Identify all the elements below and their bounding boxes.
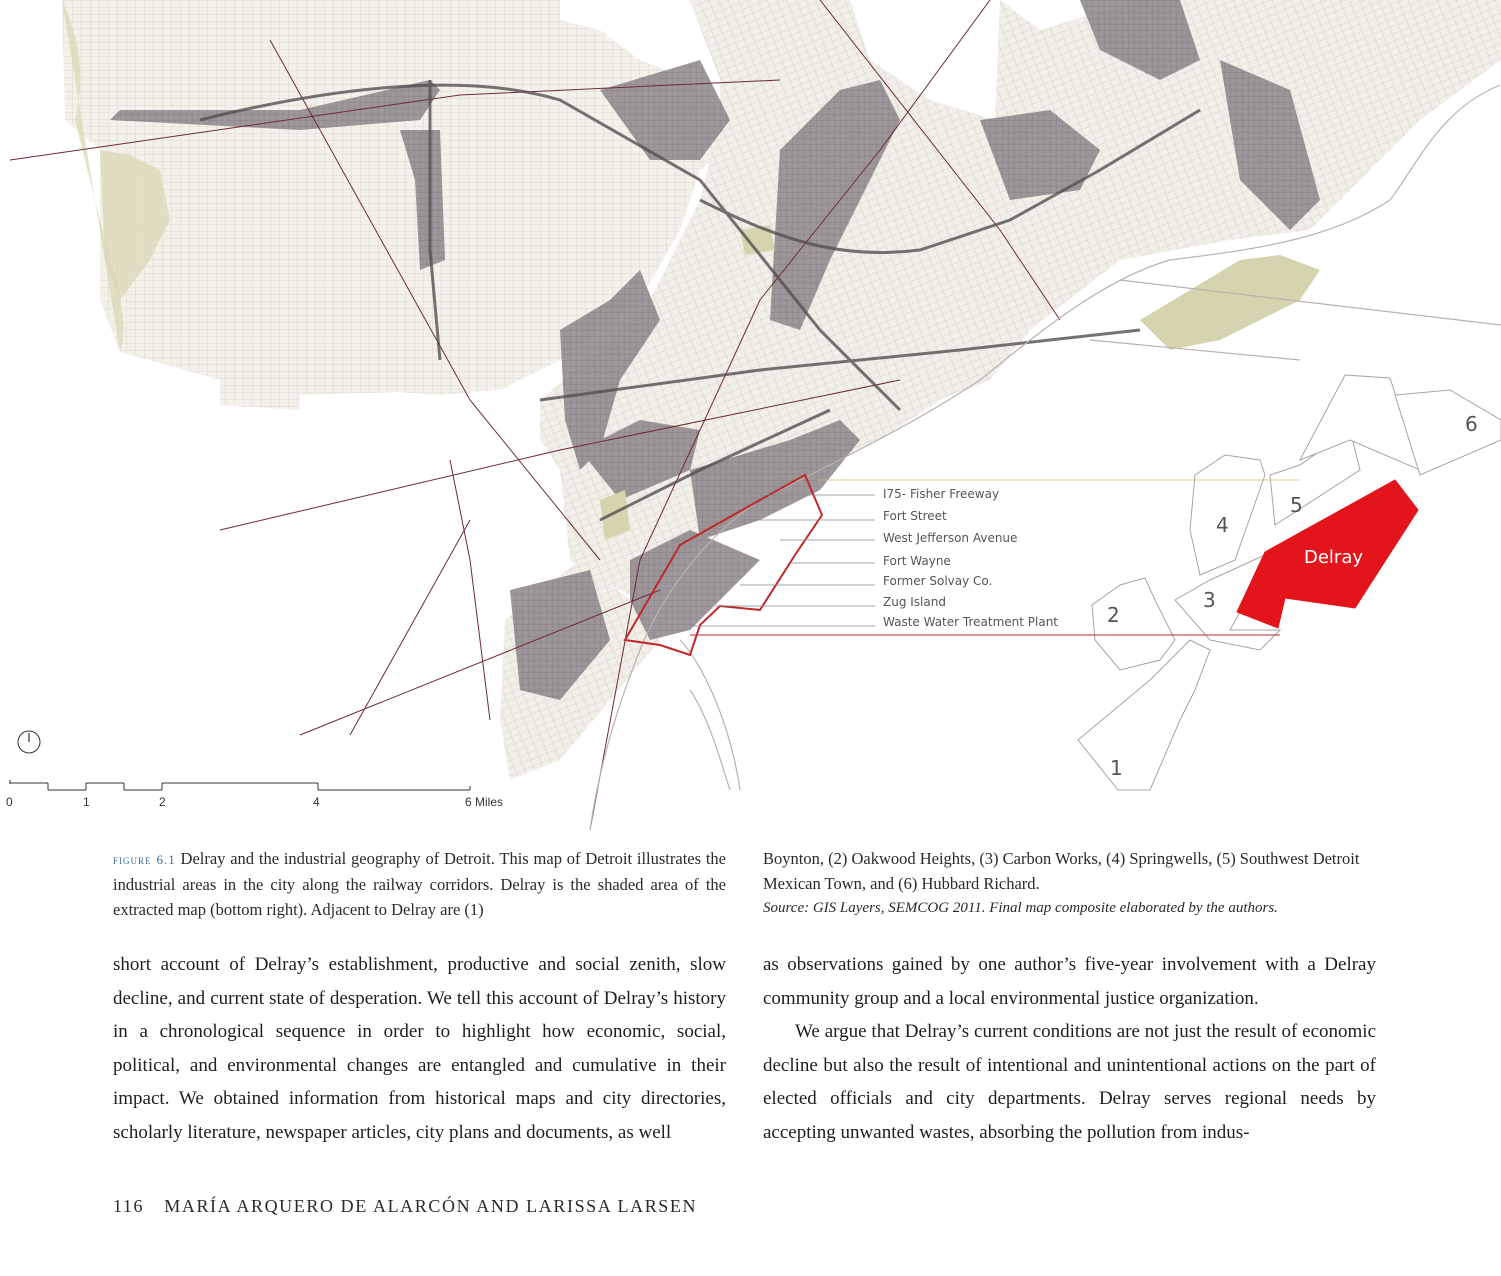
body-left-column [113, 948, 726, 1150]
body-left-paragraph: short account of Delray’s establishment, productive and social zenith, slow decline, and current state of desperation. We tell this account of Delray’s history in a chronological sequence in order to highlight how economic, social, political, and environmental changes are entangled and cumulative in their impact. We obtained information from historical maps and city directories, scholarly literature, newspaper articles, city plans and documents, as well [113, 954, 726, 1143]
scale-tick-4: 4 [313, 795, 320, 809]
callout-waste-water: Waste Water Treatment Plant [883, 615, 1059, 629]
callout-fort-wayne: Fort Wayne [883, 554, 951, 568]
body-right-paragraph-2: We argue that Delray’s current conditions are not just the result of economic decline but also the result of intentional and unintentional actions on the part of elected officials and city departments. Delray serves regional needs by accepting unwanted wastes, absorbing the pollution from indus- [763, 1021, 1376, 1143]
caption-text-left: Delray and the industrial geography of Detroit. This map of Detroit illustrates the industrial areas in the city along the railway corridors. Delray is the shaded area of the extracted map (bottom right). Adjacent to Delray are (1) [113, 849, 727, 919]
neighborhood-2-outline [1092, 578, 1175, 670]
caption-source: Source: GIS Layers, SEMCOG 2011. Final map composite elaborated by the authors. [763, 900, 1278, 916]
neighborhood-number-6: 6 [1465, 412, 1478, 436]
callout-former-solvay: Former Solvay Co. [883, 574, 993, 588]
running-authors: MARÍA ARQUERO DE ALARCÓN AND LARISSA LARSEN [164, 1196, 698, 1216]
caption-text-right: Boynton, (2) Oakwood Heights, (3) Carbon Works, (4) Springwells, (5) Southwest Detroit Mexican Town, and (6) Hubbard Richard. [763, 849, 1360, 893]
scale-tick-2: 2 [159, 795, 166, 809]
neighborhood-number-3: 3 [1203, 588, 1216, 612]
callout-zug-island: Zug Island [883, 595, 946, 609]
delray-label: Delray [1304, 547, 1364, 568]
scale-tick-0: 0 [6, 795, 13, 809]
neighborhood-number-1: 1 [1110, 756, 1123, 780]
page-number: 116 [113, 1196, 145, 1216]
callout-west-jefferson: West Jefferson Avenue [883, 531, 1018, 545]
neighborhood-number-2: 2 [1107, 603, 1120, 627]
callout-fort-street: Fort Street [883, 509, 947, 523]
body-right-paragraph-1: as observations gained by one author’s five-year involvement with a Delray community group and a local environmental justice organization. [763, 954, 1376, 1009]
neighborhood-number-5: 5 [1290, 493, 1303, 517]
figure-caption-right [763, 846, 1378, 921]
figure-label: figure 6.1 [113, 852, 176, 867]
neighborhood-number-4: 4 [1216, 513, 1229, 537]
scale-tick-6-miles: 6 Miles [465, 795, 504, 809]
extracted-neighborhood-map [1078, 375, 1501, 790]
callout-i75: I75- Fisher Freeway [883, 487, 1000, 501]
scale-bar [10, 780, 470, 790]
body-right-column [763, 948, 1376, 1150]
scale-tick-1: 1 [83, 795, 90, 809]
figure-caption-left [113, 846, 726, 922]
north-arrow-icon [18, 731, 40, 753]
page-footer [113, 1196, 697, 1217]
